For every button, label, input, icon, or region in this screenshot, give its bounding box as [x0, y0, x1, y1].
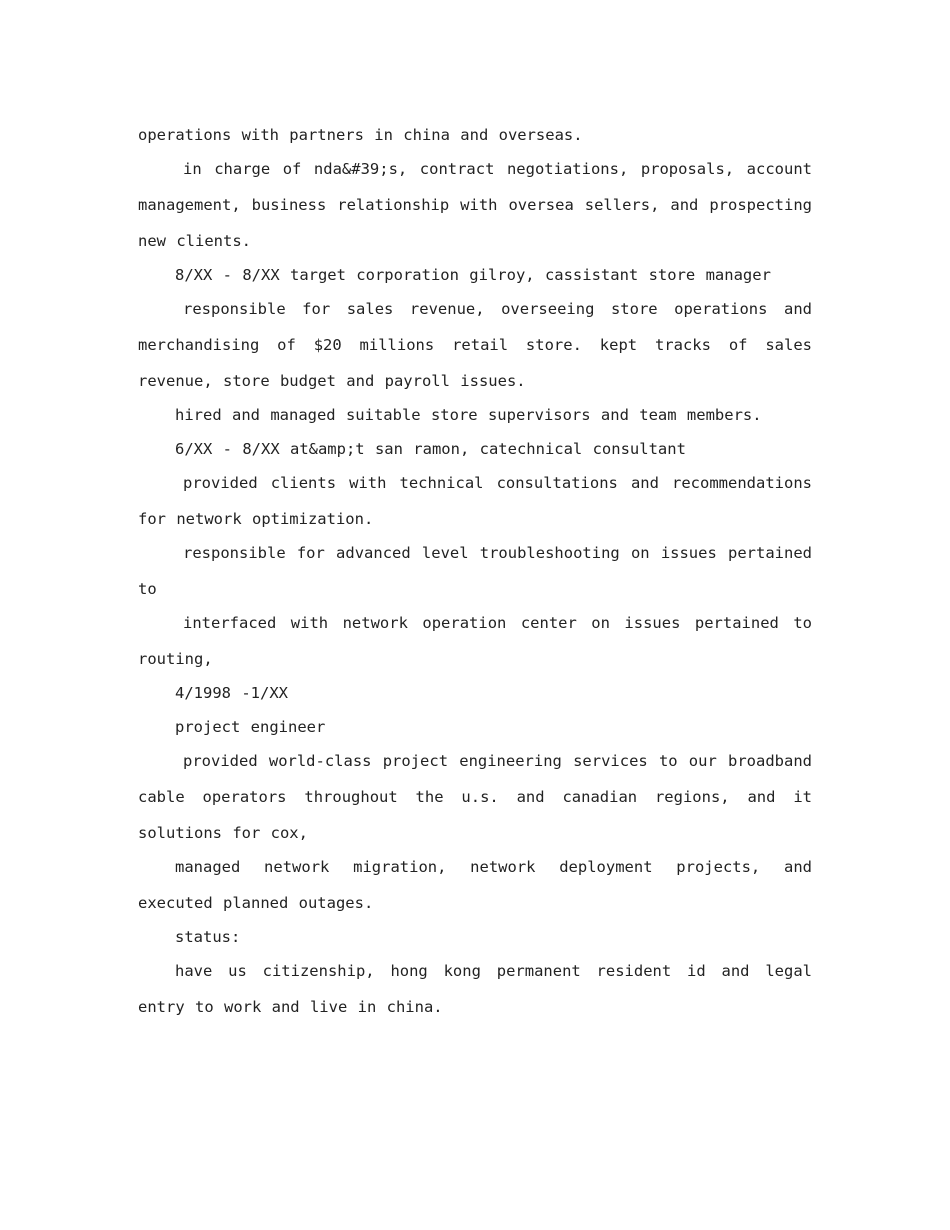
paragraph-technical-consultations: provided clients with technical consultations and recommendations for network optimization.	[138, 474, 812, 528]
paragraph-troubleshooting: responsible for advanced level troubleshooting on issues pertained to	[138, 544, 812, 598]
paragraph-target-job-title: 8/XX - 8/XX target corporation gilroy, cassistant store manager	[175, 266, 771, 284]
paragraph-target-responsibilities: responsible for sales revenue, overseeing store operations and merchandising of $20 millions retail store. kept tracks of sales revenue, store budget and payroll issues.	[138, 300, 812, 390]
paragraph-operations: operations with partners in china and overseas.	[138, 126, 583, 144]
paragraph-project-dates: 4/1998 -1/XX	[175, 684, 288, 702]
paragraph-network-migration: managed network migration, network deployment projects, and executed planned outages.	[138, 858, 812, 912]
paragraph-status-heading: status:	[175, 928, 241, 946]
paragraph-citizenship: have us citizenship, hong kong permanent resident id and legal entry to work and live in china.	[138, 962, 812, 1016]
document-body	[138, 117, 812, 1023]
paragraph-att-job-title: 6/XX - 8/XX at&amp;t san ramon, catechnical consultant	[175, 440, 686, 458]
paragraph-nda-responsibilities: in charge of nda&#39;s, contract negotiations, proposals, account management, business relationship with oversea sellers, and prospecting new clients.	[138, 160, 812, 250]
paragraph-hired-managed: hired and managed suitable store supervisors and team members.	[175, 406, 762, 424]
paragraph-engineering-services: provided world-class project engineering services to our broadband cable operators throughout the u.s. and canadian regions, and it solutions for cox,	[138, 752, 812, 842]
paragraph-project-engineer-title: project engineer	[175, 718, 326, 736]
paragraph-noc-interface: interfaced with network operation center on issues pertained to routing,	[138, 614, 812, 668]
